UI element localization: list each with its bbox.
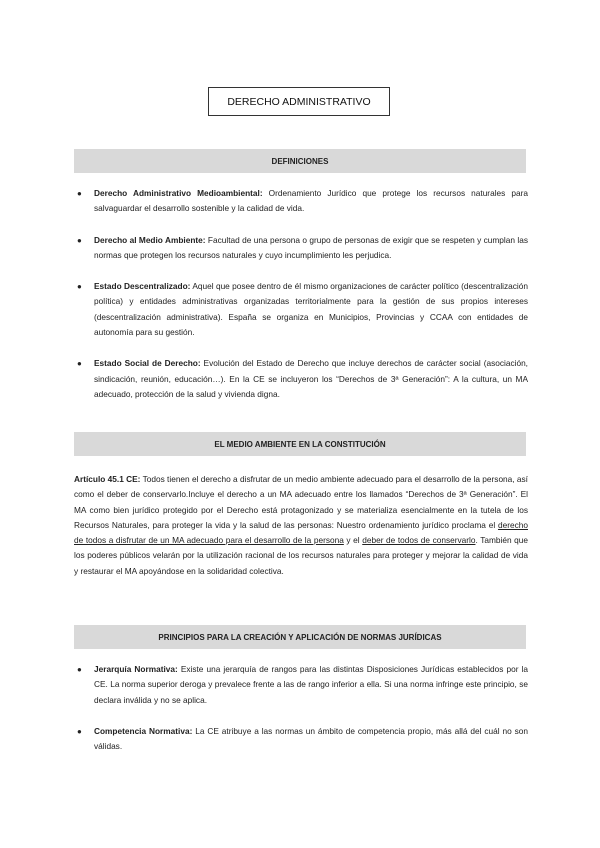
list-item (74, 186, 528, 217)
definitions-list (74, 186, 528, 402)
bullet-icon: ● (77, 359, 82, 369)
list-item (74, 279, 528, 340)
list-item (74, 724, 528, 755)
principle-text: La CE atribuye a las normas un ámbito de competencia propio, más allá del cuál no son válidas. (94, 725, 528, 752)
list-item (74, 233, 528, 264)
underlined-duty: deber de todos de conservarlo (362, 535, 476, 546)
principle-term: Jerarquía Normativa: (94, 664, 178, 674)
article-term: Artículo 45.1 CE: (74, 474, 141, 484)
definition-text: Facultad de una persona o grupo de personas de exigir que se respeten y cumplan las normas que protegen los recursos naturales y cuyo incumplimiento les perjudica. (94, 234, 528, 260)
bullet-icon: ● (77, 189, 82, 198)
article-text-after: . También que los poderes públicos velarán por la utilización racional de los recursos naturales para proteger y mejorar la calidad de vida y restaurar el MA apoyándose en la solidaridad colectiva. (74, 535, 529, 576)
definition-term: Derecho Administrativo Medioambiental: (94, 188, 263, 198)
constitution-paragraph (74, 472, 528, 579)
document-title: DERECHO ADMINISTRATIVO (208, 87, 390, 116)
underlined-right: derecho de todos a disfrutar de un MA adecuado para el desarrollo de la persona (74, 519, 528, 546)
principles-list (74, 662, 528, 754)
section-heading-principios: PRINCIPIOS PARA LA CREACIÓN Y APLICACIÓN DE NORMAS JURÍDICAS (74, 625, 526, 649)
article-connector: y el (343, 535, 363, 546)
definition-term: Estado Social de Derecho: (94, 358, 201, 369)
bullet-icon: ● (77, 282, 82, 292)
list-item (74, 662, 528, 708)
principle-text: Existe una jerarquía de rangos para las distintas Disposiciones Jurídicas establecidos por la CE. La norma superior deroga y prevalece frente a las de rango inferior a ella. Si una norma infringe este principio, se declara inválida y no se aplica. (94, 664, 528, 705)
definition-text: Ordenamiento Jurídico que protege los recursos naturales para salvaguardar el desarrollo sostenible y la calidad de vida. (94, 188, 528, 214)
list-item (74, 356, 528, 402)
bullet-icon: ● (77, 726, 82, 736)
definition-text: Evolución del Estado de Derecho que incluye derechos de carácter social (asociación, sindicación, reunión, educación…). En la CE se incluyeron los “Derechos de 3ª Generación”: A la cultura, un MA adecuado, protección de la salud y vivienda digna. (94, 358, 528, 399)
definition-term: Derecho al Medio Ambiente: (94, 234, 206, 245)
bullet-icon: ● (77, 665, 82, 674)
principle-term: Competencia Normativa: (94, 725, 193, 736)
article-text-before: Todos tienen el derecho a disfrutar de un medio ambiente adecuado para el desarrollo de la persona, así como el deber de conservarlo.Incluye el derecho a un MA adecuado entre los llamados “Derechos de 3ª Generación”. El MA como bien jurídico protegido por el Derecho está protagonizado y se materializa esencialmente en la tutela de los Recursos Naturales, para proteger la vida y la salud de las personas: Nuestro ordenamiento jurídico proclama el (74, 474, 528, 530)
section-heading-constitucion: EL MEDIO AMBIENTE EN LA CONSTITUCIÓN (74, 432, 526, 456)
section-heading-definiciones: DEFINICIONES (74, 149, 526, 173)
definition-text: Aquel que posee dentro de él mismo organizaciones de carácter político (descentralización política) y entidades administrativas organizadas territorialmente para la gestión de sus propios intereses (descentralización administrativa). España se organiza en Municipios, Provincias y CCAA con entidades de autonomía para su gestión. (94, 281, 528, 338)
definition-term: Estado Descentralizado: (94, 281, 191, 292)
bullet-icon: ● (77, 235, 82, 245)
